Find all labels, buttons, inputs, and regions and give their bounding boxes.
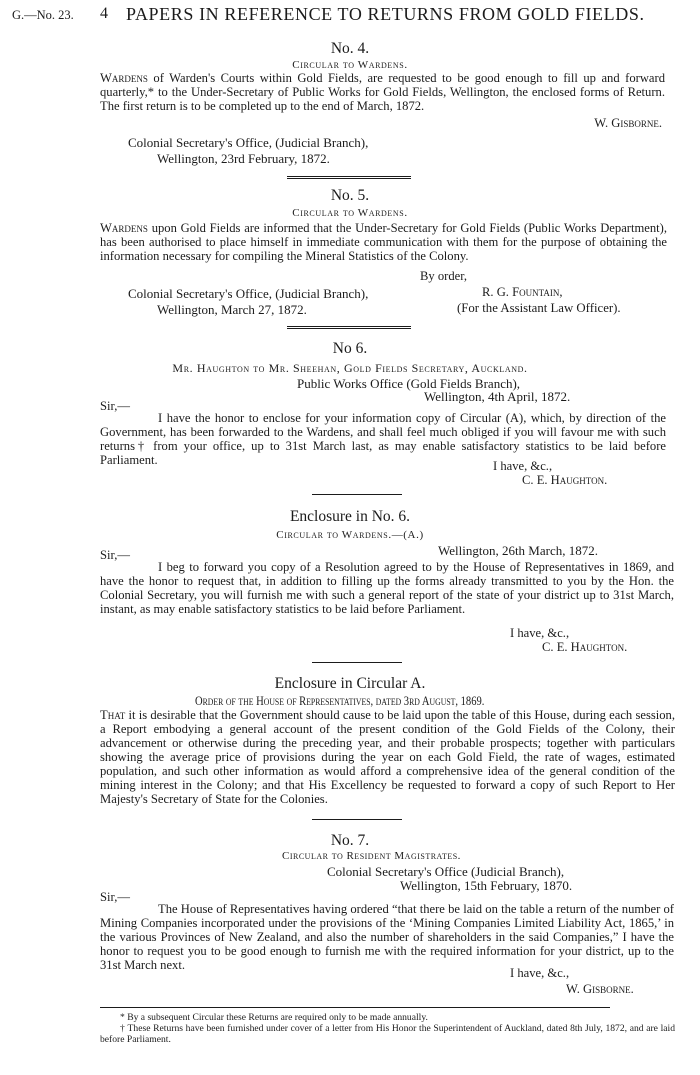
section-subheading-no6: Mr. Haughton to Mr. Sheehan, Gold Fields Secretary, Auckland. [172, 361, 528, 375]
paragraph-text: The House of Representatives having ordered “that there be laid on the table a return of the number of Mining Companies incorporated under the provisions of the ‘Mining Companies Limited Liability Act, 1865,’ in the various Provinces of New Zealand, and also the number of shareholders in the said Companies,” I have the honor to request you to be good enough to furnish me with the required information for your district, up to the 31st March next. [100, 902, 674, 972]
signature-fountain: R. G. Fountain, [482, 285, 563, 299]
lead-word: Wardens [100, 221, 148, 235]
paragraph-text: upon Gold Fields are informed that the Under-Secretary for Gold Fields (Public Works Department), has been authorised to place himself in immediate communication with them for the purpose of obtaining the information necessary for compiling the Mineral Statistics of the Colony. [100, 221, 668, 263]
salutation: Sir,— [100, 890, 130, 904]
section-subheading-no7: Circular to Resident Magistrates. [282, 850, 461, 862]
footnote: † These Returns have been furnished under cover of a letter from His Honor the Superintendent of Auckland, dated 8th July, 1872, and are laid before Parliament. [100, 1023, 675, 1045]
section-divider [287, 176, 411, 179]
running-header [0, 3, 700, 29]
section-subheading-no5: Circular to Wardens. [292, 207, 408, 219]
paragraph-text: of Warden's Courts within Gold Fields, are requested to be good enough to fill up and forward quarterly,* to the Under-Secretary of Public Works for Gold Fields, Wellington, the enclosed forms of Return. The first return is to be completed up to the end of March, 1872. [100, 71, 665, 113]
document-reference: G.—No. 23. [12, 8, 74, 22]
signature-gisborne: W. Gisborne. [594, 116, 662, 130]
footnote-rule [100, 1007, 610, 1008]
paragraph-no5 [100, 221, 667, 263]
section-heading-enclosure-a: Enclosure in Circular A. [274, 675, 426, 692]
office-line: Colonial Secretary's Office, (Judicial Branch), [128, 286, 369, 301]
office-line: Colonial Secretary's Office (Judicial Branch), [327, 864, 565, 879]
signature-haughton: C. E. Haughton. [542, 640, 628, 654]
page-number: 4 [100, 5, 108, 22]
place-date-line: Wellington, 15th February, 1870. [400, 878, 573, 893]
signature-gisborne: W. Gisborne. [566, 982, 634, 996]
section-subheading-enclosure-no6: Circular to Wardens.—(A.) [276, 529, 424, 541]
closing-line: I have, &c., [493, 459, 553, 473]
place-date-line: Wellington, 4th April, 1872. [424, 389, 571, 404]
footnote: * By a subsequent Circular these Returns are required only to be made annually. [120, 1012, 428, 1023]
section-divider [312, 662, 402, 663]
by-order-line: By order, [420, 269, 468, 283]
order-line: Order of the House of Representatives, dated 3rd August, 1869. [194, 694, 485, 708]
closing-line: I have, &c., [510, 966, 570, 980]
paragraph-enclosure-no6 [100, 560, 674, 616]
section-heading-no4: No. 4. [330, 40, 370, 57]
office-line: Public Works Office (Gold Fields Branch), [297, 376, 521, 391]
section-heading-enclosure-no6: Enclosure in No. 6. [289, 508, 411, 525]
paragraph-no4 [100, 71, 665, 113]
section-heading-no6: No 6. [332, 340, 368, 357]
section-heading-no7: No. 7. [330, 832, 370, 849]
lead-word: Wardens [100, 71, 148, 85]
signature-haughton: C. E. Haughton. [522, 473, 608, 487]
section-subheading-no4: Circular to Wardens. [292, 59, 408, 71]
closing-line: I have, &c., [510, 626, 570, 640]
section-divider [312, 819, 402, 820]
page-title: PAPERS IN REFERENCE TO RETURNS FROM GOLD FIELDS. [126, 4, 645, 24]
office-line: Colonial Secretary's Office, (Judicial Branch), [128, 135, 369, 150]
section-heading-no5: No. 5. [330, 187, 370, 204]
footnotes [100, 1012, 675, 1045]
salutation: Sir,— [100, 548, 130, 562]
place-date-line: Wellington, March 27, 1872. [157, 302, 307, 317]
salutation: Sir,— [100, 399, 130, 413]
paragraph-no7 [100, 902, 674, 972]
paragraph-text: I have the honor to enclose for your information copy of Circular (A), which, by direction of the Government, has been forwarded to the Wardens, and shall feel much obliged if you will favour me with such returns† from your office, up to 31st March last, as may enable satisfactory statistics to be laid before Parliament. [100, 411, 666, 467]
lead-word: That [100, 708, 126, 722]
section-divider [287, 326, 411, 329]
section-divider [312, 494, 402, 495]
place-date-line: Wellington, 26th March, 1872. [438, 543, 598, 558]
paragraph-text: I beg to forward you copy of a Resolution agreed to by the House of Representatives in 1869, and have the honor to request that, in addition to filling up the forms already transmitted to you by the Hon. the Colonial Secretary, you will furnish me with such a general report of the state of your district up to 31st March, instant, as may enable satisfactory statistics to be laid before Parliament. [100, 560, 674, 616]
place-date-line: Wellington, 23rd February, 1872. [157, 151, 330, 166]
signature-title: (For the Assistant Law Officer). [457, 301, 621, 315]
paragraph-text: it is desirable that the Government should cause to be laid upon the table of this House, during each session, a Report embodying a general account of the present condition of the Gold Fields of the Colony, their advancement or otherwise during the preceding year, and their probable prospects; together with particulars showing the average price of provisions during the year on each Gold Field, the rate of wages, estimated population, and such other information as would afford a comprehensive idea of the general condition of the mining interest in the Colony; and that His Excellency be requested to forward a copy of such Report to Her Majesty's Secretary of State for the Colonies. [100, 708, 675, 806]
paragraph-enclosure-a [100, 708, 675, 806]
